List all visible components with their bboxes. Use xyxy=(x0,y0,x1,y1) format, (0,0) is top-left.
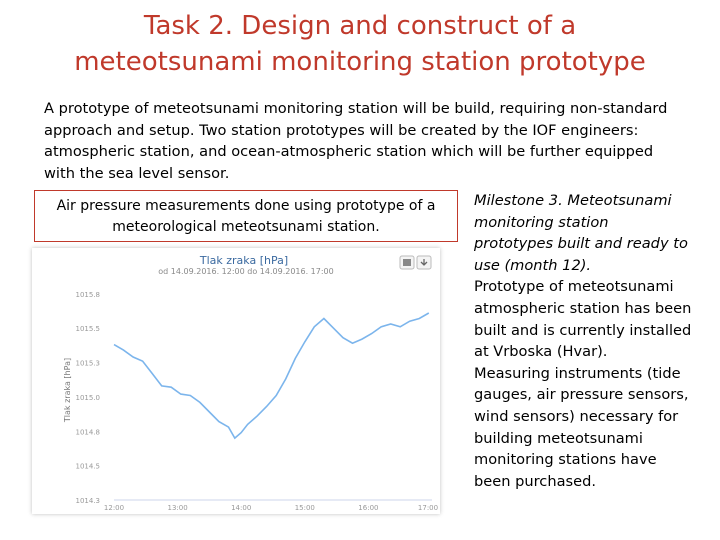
body-line: at Vrboska (Hvar). xyxy=(474,343,608,361)
print-icon[interactable] xyxy=(400,256,414,269)
x-tick-label: 16:00 xyxy=(358,504,379,512)
x-tick-label: 17:00 xyxy=(417,504,439,512)
body-line: building meteotsunami xyxy=(474,429,643,447)
body-line: gauges, air pressure sensors, xyxy=(474,386,689,404)
pressure-chart-frame xyxy=(32,248,440,514)
y-tick-label: 1014.3 xyxy=(75,497,100,505)
milestone-text: Meteotsunami xyxy=(567,192,672,209)
x-tick-label: 12:00 xyxy=(103,504,125,512)
slide-title-line-1: Task 2. Design and construct of a xyxy=(143,11,577,41)
body-line: wind sensors) necessary for xyxy=(474,407,679,425)
intro-paragraph xyxy=(44,98,704,184)
download-icon[interactable] xyxy=(417,256,431,269)
pressure-chart xyxy=(32,248,440,514)
y-tick-label: 1014.5 xyxy=(75,462,100,471)
chart-y-axis-label: Tlak zraka [hPa] xyxy=(63,357,72,423)
chart-caption-box xyxy=(34,190,458,242)
milestone-label: Milestone 3. xyxy=(474,192,563,209)
x-tick-label: 13:00 xyxy=(167,504,188,512)
intro-line: atmospheric station, and ocean-atmospheric station which will be further equipped xyxy=(44,143,654,160)
slide-title-line-2: meteotsunami monitoring station prototype xyxy=(74,47,646,77)
y-tick-label: 1015.0 xyxy=(75,393,100,402)
y-tick-label: 1014.8 xyxy=(75,428,100,437)
series-line xyxy=(114,313,429,438)
intro-line: with the sea level sensor. xyxy=(44,164,230,182)
body-line: Measuring instruments (tide xyxy=(474,364,681,382)
y-tick-label: 1015.3 xyxy=(75,359,100,368)
y-tick-label: 1015.8 xyxy=(75,290,100,299)
chart-title: Tlak zraka [hPa] xyxy=(199,254,289,267)
chart-x-ticks xyxy=(104,504,438,512)
chart-subtitle: od 14.09.2016. 12:00 do 14.09.2016. 17:00 xyxy=(158,267,334,276)
caption-line: Air pressure measurements done using prototype of a xyxy=(56,198,436,214)
body-line: Prototype of meteotsunami xyxy=(474,278,674,296)
milestone-first-line xyxy=(474,190,718,212)
body-line: atmospheric station has been xyxy=(474,299,692,317)
intro-line: approach and setup. Two station prototypes will be created by the IOF engineers: xyxy=(44,121,639,139)
x-tick-label: 15:00 xyxy=(294,504,315,512)
body-line: built and is currently installed xyxy=(474,321,692,339)
milestone-text: monitoring station xyxy=(474,213,609,231)
caption-line: meteorological meteotsunami station. xyxy=(112,219,380,235)
intro-line: A prototype of meteotsunami monitoring station will be build, requiring non-standard xyxy=(44,100,668,117)
chart-y-ticks xyxy=(76,291,101,505)
y-tick-label: 1015.5 xyxy=(75,325,100,334)
milestone-text: prototypes built and ready to xyxy=(474,235,688,253)
body-line: monitoring stations have xyxy=(474,451,657,469)
milestone-panel xyxy=(474,190,718,492)
body-line: been purchased. xyxy=(474,472,597,490)
slide-title xyxy=(0,8,720,80)
milestone-text: use (month 12). xyxy=(474,256,592,274)
x-tick-label: 14:00 xyxy=(231,504,252,512)
